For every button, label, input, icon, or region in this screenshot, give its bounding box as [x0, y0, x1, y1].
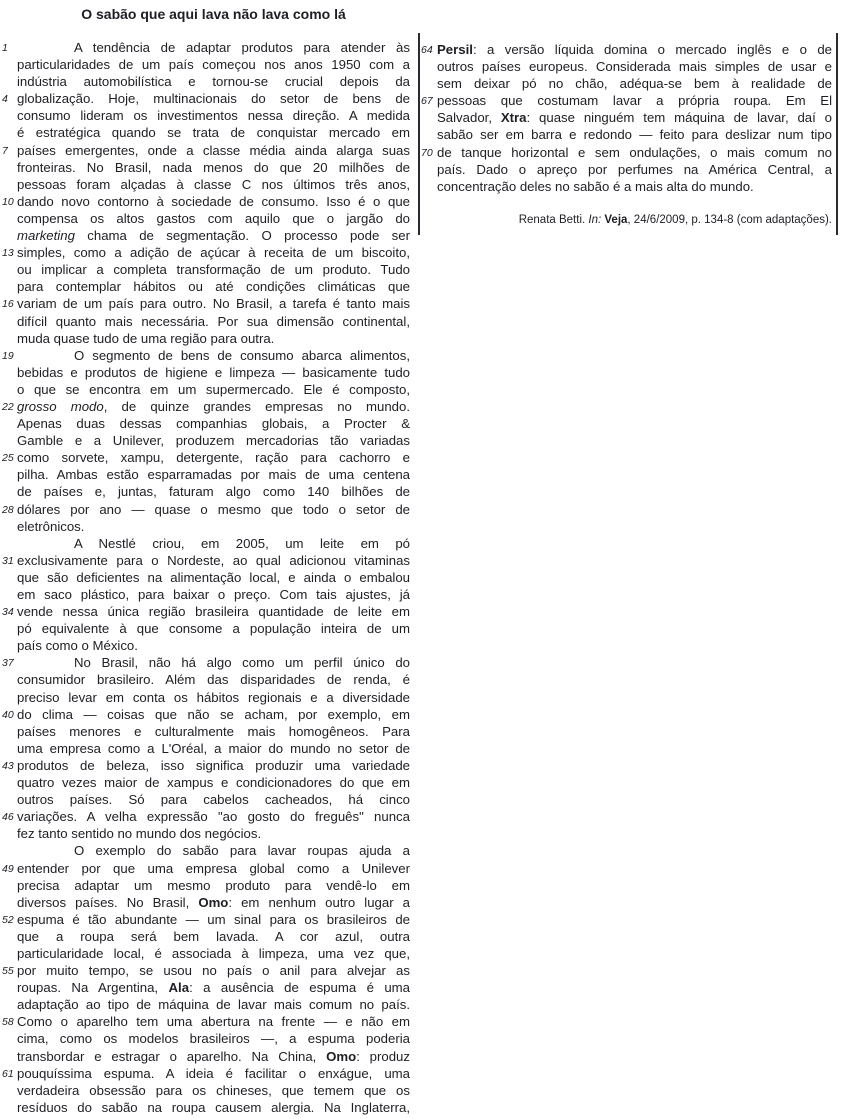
line-text: em saco plástico, para baixar o preço. Com tais ajustes, já [17, 587, 410, 602]
text-line [2, 193, 410, 210]
line-text: : produz [356, 1048, 410, 1064]
line-text: ou implicar a completa transformação de um produto. Tudo [17, 262, 410, 278]
line-number: 1 [2, 42, 8, 54]
text-line [2, 1013, 410, 1030]
line-text: difícil quanto mais necessária. Por sua dimensão continental, [17, 313, 410, 329]
line-text: O segmento de bens de consumo abarca alimentos, [74, 347, 410, 363]
line-text: marketing [17, 228, 75, 244]
text-line [17, 415, 410, 432]
line-text: , 24/6/2009, p. 134-8 (com adaptações). [627, 214, 832, 226]
line-text: vende nessa única região brasileira quantidade de leite em [17, 604, 410, 620]
line-text: pessoas foram alçadas à classe C nos últimos três anos, [17, 176, 410, 192]
line-text: Salvador, [437, 110, 501, 126]
text-line [17, 945, 410, 962]
line-text: fez tanto sentido no mundo dos negócios. [17, 826, 262, 842]
text-line [2, 244, 410, 261]
line-number: 34 [2, 606, 14, 619]
line-text: variações. A velha expressão "ao gosto do freguês" nunca [17, 809, 410, 825]
line-text: sabão ser em barra e redondo — feito para deslizar num tipo [437, 127, 832, 143]
line-text: para contemplar hábitos ou até condições climáticas que [17, 279, 410, 295]
line-text: Ala [168, 980, 190, 996]
line-number: 10 [2, 195, 14, 208]
line-number: 58 [2, 1016, 14, 1029]
text-line [2, 449, 410, 466]
text-line [17, 586, 410, 603]
line-text: de países e, juntas, faturam algo como 140 bilhões de [17, 484, 410, 500]
line-text: país. Dado o apreço por perfumes na América Central, a [437, 161, 832, 177]
line-text: Veja [604, 214, 628, 226]
line-text: eletrônicos. [17, 518, 85, 534]
left-column [2, 39, 411, 1116]
text-line [421, 41, 832, 58]
line-number: 7 [2, 144, 8, 157]
text-line [2, 347, 410, 364]
text-line [17, 825, 410, 842]
text-line [17, 1099, 410, 1116]
text-line [17, 569, 410, 586]
line-text: consumo lideram os investimentos nessa direção. A medida [17, 108, 410, 124]
text-line [17, 107, 410, 124]
document-title: O sabão que aqui lava não lava como lá [81, 6, 346, 22]
line-text: outros países. Só para cabelos cacheados, há cinco [17, 792, 410, 808]
line-number: 13 [2, 247, 14, 260]
text-line [2, 603, 410, 620]
text-line [17, 637, 410, 654]
text-line [17, 791, 410, 808]
line-number: 25 [2, 452, 14, 465]
line-number: 46 [2, 811, 14, 824]
line-text: Xtra [500, 110, 527, 126]
text-line [437, 126, 832, 143]
text-line [17, 723, 410, 740]
text-line [17, 928, 410, 945]
line-number: 40 [2, 708, 14, 721]
text-line [17, 73, 410, 90]
line-text: bebidas e produtos de higiene e limpeza — basicamente tudo [17, 364, 410, 380]
line-text: indústria automobilística e tornou-se crucial depois da [17, 74, 410, 90]
text-line [17, 176, 410, 193]
line-text: que a roupa será bem lavada. A cor azul, outra [17, 928, 410, 944]
line-number: 37 [2, 657, 14, 670]
line-text: que são deficientes na alimentação local, e ainda o embalou [17, 569, 410, 585]
text-line [17, 842, 410, 859]
text-line [17, 466, 410, 483]
line-number: 61 [2, 1067, 14, 1080]
line-text: produtos de beleza, isso significa produzir uma variedade [17, 757, 410, 773]
line-text: particularidade local, é associada à limpeza, uma vez que, [17, 945, 410, 961]
line-text: Como o aparelho tem uma abertura na frente — e não em [17, 1014, 410, 1030]
text-line [17, 1082, 410, 1099]
line-text: pessoas que costumam lavar a própria roupa. Em El [437, 93, 832, 109]
text-line [2, 911, 410, 928]
right-margin-rule [836, 33, 838, 235]
text-line [437, 109, 832, 126]
line-text: transbordar e estragar o aparelho. Na China, [17, 1048, 327, 1064]
text-line [2, 552, 410, 569]
line-text: O exemplo do sabão para lavar roupas ajuda a [74, 843, 410, 859]
line-text: adaptação ao tipo de máquina de lavar mais comum no país. [17, 997, 410, 1013]
line-number: 31 [2, 554, 14, 567]
line-text: : quase ninguém tem máquina de lavar, daí o [526, 110, 833, 126]
text-line [2, 142, 410, 159]
line-number: 55 [2, 965, 14, 978]
line-text: In: [588, 214, 602, 226]
text-line [17, 996, 410, 1013]
line-text: grosso modo [17, 398, 104, 414]
line-text: pouquíssima espuma. A ideia é facilitar o enxágue, uma [17, 1065, 410, 1081]
line-number: 28 [2, 503, 14, 516]
text-line [2, 706, 410, 723]
text-line [17, 535, 410, 552]
line-text: Gamble e a Unilever, produzem mercadorias tão variadas [17, 433, 410, 449]
line-text: chama de segmentação. O processo pode ser [74, 228, 410, 244]
line-text: Omo [198, 894, 229, 910]
text-line [421, 144, 832, 161]
line-text: dando novo contorno à sociedade de consumo. Isso é o que [17, 193, 410, 209]
text-line [17, 159, 410, 176]
line-text: entender por que uma empresa global como a Unilever [17, 860, 410, 876]
line-text: sem deixar pó no chão, adéqua-se bem à realidade de [437, 76, 832, 92]
text-line [17, 740, 410, 757]
text-line [2, 962, 410, 979]
line-text: Persil [437, 42, 473, 57]
line-text: A Nestlé criou, em 2005, um leite em pó [74, 535, 410, 551]
text-line [17, 432, 410, 449]
line-text: variam de um país para outro. No Brasil, a tarefa é tanto mais [17, 296, 410, 312]
text-line [2, 860, 410, 877]
line-number: 49 [2, 862, 14, 875]
line-text: No Brasil, não há algo como um perfil único do [74, 655, 410, 671]
text-line [17, 483, 410, 500]
line-text: muda quase tudo de uma região para outra. [17, 330, 275, 346]
text-line [17, 56, 410, 73]
line-number: 16 [2, 298, 14, 311]
line-number: 19 [2, 349, 14, 362]
text-line [17, 261, 410, 278]
text-line [17, 518, 410, 535]
text-line [437, 58, 832, 75]
line-text: resíduos do sabão na roupa causem alergia. Na Inglaterra, [17, 1099, 410, 1115]
line-number: 70 [421, 146, 433, 159]
text-line [2, 501, 410, 518]
line-text: por muito tempo, se usou no país o anil para alvejar as [17, 963, 410, 979]
text-line [2, 295, 410, 312]
text-line [17, 689, 410, 706]
line-text: espuma é tão abundante — um sinal para os brasileiros de [17, 911, 410, 927]
line-text: diversos países. No Brasil, [17, 894, 199, 910]
text-line [2, 1065, 410, 1082]
line-number: 52 [2, 913, 14, 926]
line-text: : em nenhum outro lugar a [228, 894, 410, 910]
line-text: o que se encontra em um supermercado. Ele é composto, [17, 381, 410, 397]
line-text: particularidades de um país começou nos anos 1950 com a [17, 57, 410, 73]
line-text: pó equivalente à que consome a população inteira de um [17, 621, 410, 637]
text-line [17, 210, 410, 227]
line-text: globalização. Hoje, multinacionais do setor de bens de [17, 91, 410, 107]
text-line [17, 774, 410, 791]
text-line [421, 92, 832, 109]
text-line [437, 161, 832, 178]
right-column [421, 41, 833, 195]
line-text: : a versão líquida domina o mercado inglês e o de [472, 42, 832, 57]
line-text: : a ausência de espuma é uma [189, 980, 410, 996]
text-line [17, 894, 410, 911]
line-text: roupas. Na Argentina, [17, 980, 169, 996]
line-text: é estratégica quando se trata de conquistar mercado em [17, 125, 410, 141]
line-text: precisa adaptar um mesmo produto para vendê-lo em [17, 877, 410, 893]
text-line [17, 364, 410, 381]
line-text: país como o México. [17, 638, 138, 654]
line-text: outros países europeus. Considerada mais simples de usar e [437, 59, 832, 75]
line-text: países menores e culturalmente mais homogêneos. Para [17, 723, 410, 739]
line-text: verdadeira obsessão para os chineses, que temem que os [17, 1082, 410, 1098]
line-number: 67 [421, 95, 433, 108]
line-text: preciso levar em conta os hábitos regionais e a diversidade [17, 689, 410, 705]
line-text: , de quinze grandes empresas no mundo. [103, 398, 411, 414]
source-citation [437, 213, 832, 228]
text-line [17, 1030, 410, 1047]
text-line [17, 227, 410, 244]
line-text: A tendência de adaptar produtos para atender às [74, 40, 410, 55]
text-line [17, 877, 410, 894]
line-text: de tanque horizontal e sem ondulações, o mais comum no [437, 144, 832, 160]
line-text: compensa os altos gastos com aquilo que o jargão do [17, 210, 410, 226]
text-line [17, 1048, 410, 1065]
text-line [2, 654, 410, 671]
line-text: pilha. Ambas estão esparramadas por mais de uma centena [17, 467, 410, 483]
line-number: 4 [2, 93, 8, 106]
text-line [17, 620, 410, 637]
line-text: simples, como a adição de açúcar à receita de um biscoito, [17, 245, 410, 261]
text-line [17, 313, 410, 330]
line-text: cima, como os modelos brasileiros —, a espuma poderia [17, 1031, 410, 1047]
line-number: 64 [421, 44, 433, 56]
text-line [17, 330, 410, 347]
line-text: do clima — coisas que não se acham, por exemplo, em [17, 706, 410, 722]
line-text: quatro vezes maior de xampus e condicionadores do que em [17, 775, 410, 791]
text-line [437, 178, 832, 195]
text-line [2, 398, 411, 415]
line-number: 43 [2, 759, 14, 772]
line-number: 22 [2, 400, 14, 413]
text-line [17, 278, 410, 295]
line-text: consumidor brasileiro. Além das disparidades de renda, é [17, 672, 410, 688]
text-line [17, 979, 410, 996]
line-text: uma empresa como a L'Oréal, a maior do mundo no setor de [17, 740, 410, 756]
text-line [2, 90, 410, 107]
line-text: Apenas duas dessas companhias globais, a Procter & [17, 416, 410, 432]
line-text: concentração deles no sabão é a mais alta do mundo. [437, 178, 754, 194]
line-text: Renata Betti. [518, 214, 589, 226]
line-text: dólares por ano — quase o mesmo que todo o setor de [17, 501, 410, 517]
line-text: como sorvete, xampu, detergente, ração para cachorro e [17, 450, 410, 466]
text-line [2, 757, 410, 774]
text-line [437, 75, 832, 92]
line-text: Omo [326, 1048, 357, 1064]
column-divider-rule [418, 33, 420, 235]
text-line [17, 381, 410, 398]
text-line [2, 808, 410, 825]
line-text: exclusivamente para o Nordeste, ao qual adicionou vitaminas [17, 552, 410, 568]
text-line [17, 124, 410, 141]
text-line [17, 671, 410, 688]
text-line [2, 39, 410, 56]
line-text: países emergentes, onde a classe média ainda alarga suas [17, 142, 410, 158]
line-text: fronteiras. No Brasil, nada menos do que 20 milhões de [17, 159, 410, 175]
